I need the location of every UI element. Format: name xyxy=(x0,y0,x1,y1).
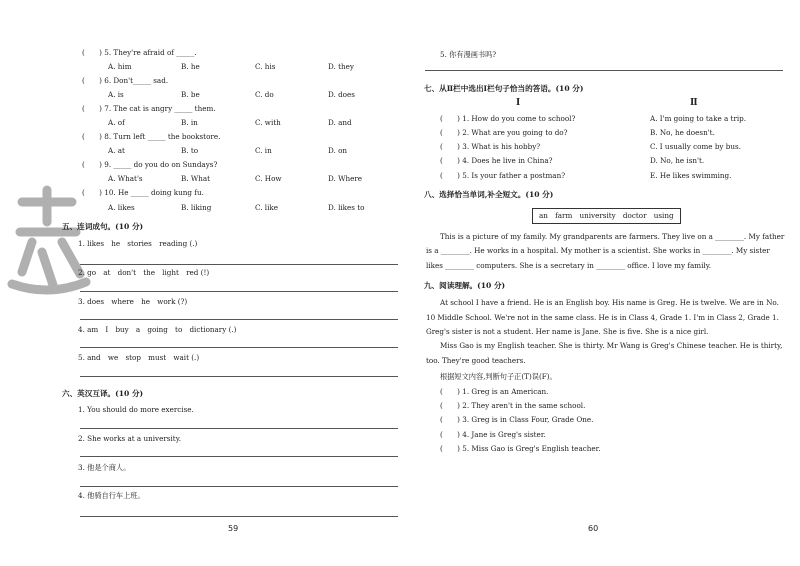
column-header-1: Ⅰ xyxy=(516,98,521,108)
tf-item: ( ) 3. Greg is in Class Four, Grade One. xyxy=(440,415,594,424)
mc-stem-8: ( ) 8. Turn left _____ the bookstore. xyxy=(82,132,221,141)
mc-option: C. How xyxy=(255,174,282,183)
mc-option: B. to xyxy=(181,146,199,155)
translate-item: 3. 他是个商人。 xyxy=(78,463,131,472)
reorder-item: 2. go at don't the light red (!) xyxy=(78,268,210,277)
page-number: 60 xyxy=(588,524,599,533)
right-page xyxy=(400,0,800,566)
mc-option: A. him xyxy=(108,62,132,71)
answer-line xyxy=(80,486,398,487)
match-question: ( ) 5. Is your father a postman? xyxy=(440,171,566,180)
answer-line xyxy=(80,516,398,517)
mc-stem-9: ( ) 9. _____ do you do on Sundays? xyxy=(82,160,218,169)
mc-stem-10: ( ) 10. He _____ doing kung fu. xyxy=(82,188,204,197)
mc-option: C. in xyxy=(255,146,272,155)
mc-option: A. at xyxy=(108,146,125,155)
mc-option: C. like xyxy=(255,203,279,212)
passage-line: likes ________ computers. She is a secretary in ________ office. I love my family. xyxy=(426,261,712,270)
word-bank-box: an farm university doctor using xyxy=(532,208,681,224)
translate-item: 5. 你有漫画书吗? xyxy=(440,50,497,59)
mc-option: A. is xyxy=(108,90,124,99)
section-title-6: 六、英汉互译。(10 分) xyxy=(62,389,144,398)
reorder-item: 3. does where he work (?) xyxy=(78,297,188,306)
mc-option: D. and xyxy=(328,118,352,127)
column-header-2: Ⅱ xyxy=(690,98,698,108)
mc-option: A. What's xyxy=(108,174,143,183)
match-question: ( ) 2. What are you going to do? xyxy=(440,128,568,137)
tf-item: ( ) 5. Miss Gao is Greg's English teacher. xyxy=(440,444,601,453)
match-answer: B. No, he doesn't. xyxy=(650,128,715,137)
mc-option: B. What xyxy=(181,174,211,183)
section-title-5: 五、连词成句。(10 分) xyxy=(62,222,144,231)
answer-line xyxy=(80,319,398,320)
answer-line xyxy=(425,70,783,71)
mc-option: D. on xyxy=(328,146,348,155)
answer-line xyxy=(80,456,398,457)
reorder-item: 4. am I buy a going to dictionary (.) xyxy=(78,325,237,334)
tf-item: ( ) 1. Greg is an American. xyxy=(440,387,549,396)
mc-option: C. his xyxy=(255,62,276,71)
section-title-9: 九、阅读理解。(10 分) xyxy=(424,281,506,290)
mc-option: D. likes to xyxy=(328,203,365,212)
tf-item: ( ) 4. Jane is Greg's sister. xyxy=(440,430,546,439)
translate-item: 4. 他骑自行车上班。 xyxy=(78,491,145,500)
passage-line: too. They're good teachers. xyxy=(426,356,526,365)
mc-stem-7: ( ) 7. The cat is angry _____ them. xyxy=(82,104,216,113)
mc-option: B. liking xyxy=(181,203,212,212)
mc-option: C. do xyxy=(255,90,274,99)
answer-line xyxy=(80,347,398,348)
answer-line xyxy=(80,291,398,292)
mc-option: B. he xyxy=(181,62,200,71)
mc-option: C. with xyxy=(255,118,281,127)
reorder-item: 1. likes he stories reading (.) xyxy=(78,239,198,248)
mc-stem-5: ( ) 5. They're afraid of _____. xyxy=(82,48,197,57)
passage-line: 10 Middle School. We're not in the same class. He is in Class 4, Grade 1. I'm in Class 2, Grade 1. xyxy=(426,313,779,322)
section-title-8: 八、选择恰当单词,补全短文。(10 分) xyxy=(424,190,554,199)
mc-option: A. of xyxy=(108,118,125,127)
passage-line: This is a picture of my family. My grandparents are farmers. They live on a ________. My father xyxy=(440,232,785,241)
reorder-item: 5. and we stop must wait (.) xyxy=(78,353,200,362)
match-answer: D. No, he isn't. xyxy=(650,156,705,165)
tf-item: ( ) 2. They aren't in the same school. xyxy=(440,401,586,410)
match-answer: A. I'm going to take a trip. xyxy=(650,114,747,123)
answer-line xyxy=(80,376,398,377)
mc-option: B. in xyxy=(181,118,198,127)
section-title-7: 七、从Ⅱ栏中选出Ⅰ栏句子恰当的答语。(10 分) xyxy=(424,84,584,93)
passage-line: Miss Gao is my English teacher. She is thirty. Mr Wang is Greg's Chinese teacher. He is thirty, xyxy=(440,341,783,350)
translate-item: 1. You should do more exercise. xyxy=(78,405,194,414)
translate-item: 2. She works at a university. xyxy=(78,434,182,443)
tf-instruction: 根据短文内容,判断句子正(T)误(F)。 xyxy=(440,372,557,381)
match-question: ( ) 1. How do you come to school? xyxy=(440,114,576,123)
match-question: ( ) 3. What is his hobby? xyxy=(440,142,541,151)
answer-line xyxy=(80,428,398,429)
mc-option: B. be xyxy=(181,90,200,99)
match-answer: E. He likes swimming. xyxy=(650,171,732,180)
match-answer: C. I usually come by bus. xyxy=(650,142,741,151)
passage-line: Greg's sister is not a student. Her name is Jane. She is five. She is a nice girl. xyxy=(426,327,709,336)
mc-option: D. they xyxy=(328,62,354,71)
passage-line: At school I have a friend. He is an English boy. His name is Greg. He is twelve. We are in No. xyxy=(440,298,779,307)
mc-option: A. likes xyxy=(108,203,135,212)
mc-option: D. Where xyxy=(328,174,363,183)
match-question: ( ) 4. Does he live in China? xyxy=(440,156,553,165)
answer-line xyxy=(80,264,398,265)
passage-line: is a ________. He works in a hospital. My mother is a scientist. She works in ________. My sister xyxy=(426,246,770,255)
mc-option: D. does xyxy=(328,90,355,99)
page-number: 59 xyxy=(228,524,239,533)
mc-stem-6: ( ) 6. Don't_____ sad. xyxy=(82,76,169,85)
